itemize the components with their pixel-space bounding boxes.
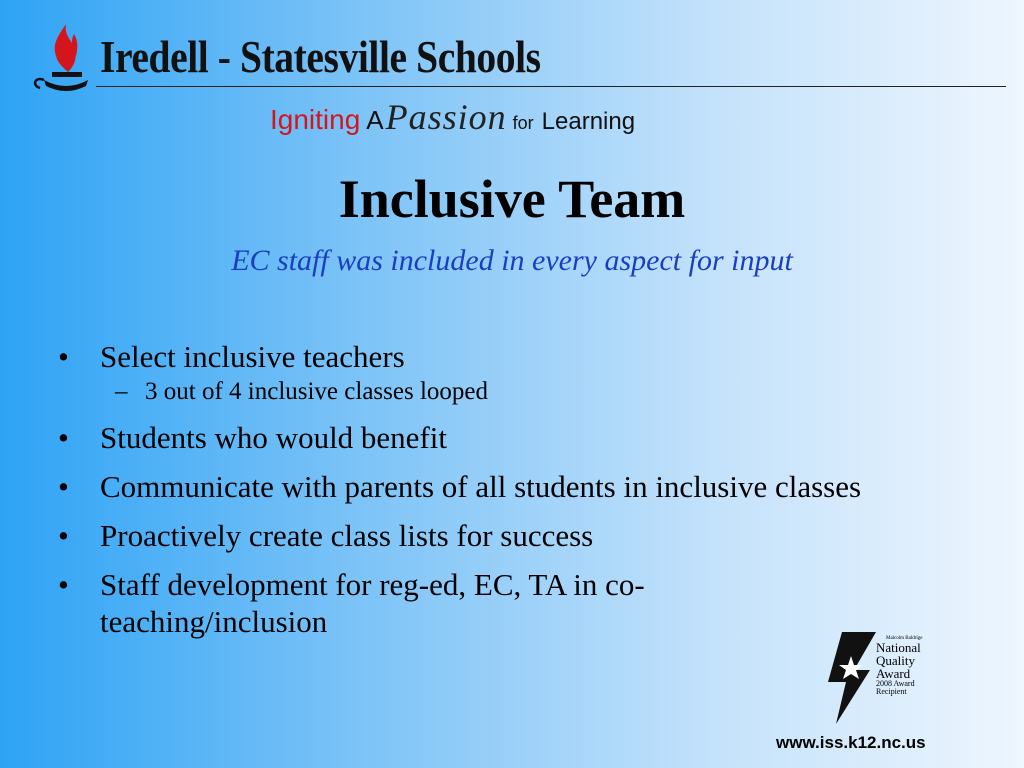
bullet-text: Select inclusive teachers	[100, 339, 405, 374]
bullet-list	[58, 338, 958, 655]
tagline-passion: Passion	[385, 97, 507, 137]
slide-subtitle: EC staff was included in every aspect for input	[231, 244, 793, 277]
award-line-3: Quality	[876, 653, 915, 668]
school-name: Iredell - Statesville Schools	[100, 31, 541, 82]
award-line-5: 2008 Award	[876, 679, 915, 688]
sub-list-item	[100, 377, 958, 407]
header-divider	[96, 86, 1006, 87]
tagline	[270, 96, 635, 138]
bullet-text: Students who would benefit	[100, 420, 447, 455]
bullet-mark: •	[58, 469, 69, 504]
sub-bullet-mark: –	[115, 378, 128, 405]
flame-lamp-icon	[30, 20, 100, 100]
list-item	[58, 517, 958, 554]
list-item	[58, 338, 958, 407]
bullet-text: Communicate with parents of all students in inclusive classes	[100, 469, 862, 504]
sub-bullet-text: 3 out of 4 inclusive classes looped	[145, 378, 488, 405]
list-item	[58, 566, 820, 640]
bullet-mark: •	[58, 567, 69, 602]
slide-title: Inclusive Team	[338, 169, 686, 229]
tagline-learning: Learning	[541, 108, 636, 135]
sub-bullet-list	[100, 377, 958, 407]
tagline-for: for	[512, 113, 534, 133]
tagline-a: A	[366, 105, 384, 135]
bullet-mark: •	[58, 420, 69, 455]
bullet-mark: •	[58, 518, 69, 553]
award-line-6: Recipient	[876, 687, 907, 696]
bullet-mark: •	[58, 339, 69, 374]
award-caption	[876, 636, 923, 696]
award-line-4: Award	[876, 666, 911, 681]
tagline-igniting: Igniting	[270, 104, 361, 135]
award-line-2: National	[876, 640, 921, 655]
list-item	[58, 468, 958, 505]
award-line-1: Malcolm Baldrige	[886, 636, 923, 641]
footer-url: www.iss.k12.nc.us	[776, 733, 926, 752]
bullet-text: Staff development for reg-ed, EC, TA in co-teaching/inclusion	[100, 567, 645, 639]
award-emblem-icon	[818, 630, 878, 726]
slide-header	[0, 0, 1024, 140]
bullet-text: Proactively create class lists for success	[100, 518, 594, 553]
baldrige-award-logo	[818, 630, 940, 726]
list-item	[58, 419, 958, 456]
